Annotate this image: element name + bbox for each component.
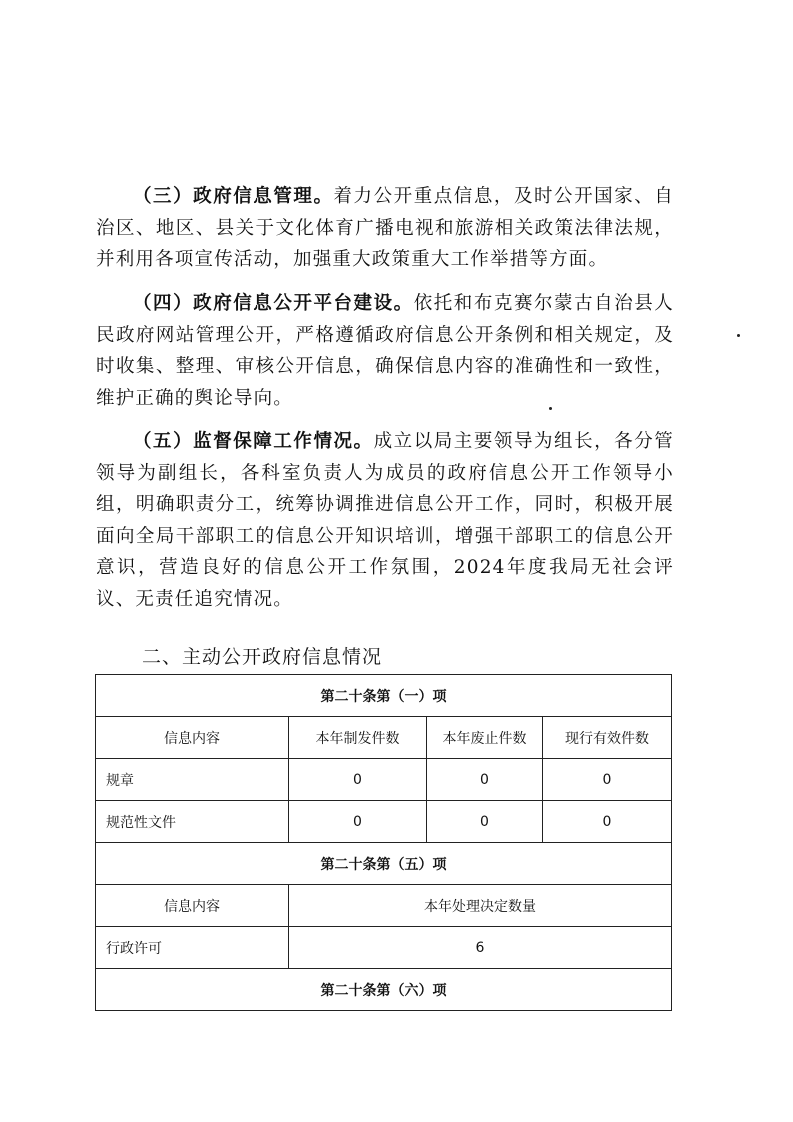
paragraph-platform-construction [96,288,674,414]
row-label: 规范性文件 [96,801,289,843]
cell-value: 0 [427,801,543,843]
cell-value: 0 [289,801,427,843]
paragraph-lead: （四）政府信息公开平台建设。 [133,293,414,314]
paragraph-supervision [96,426,674,615]
paragraph-lead: （三）政府信息管理。 [133,186,334,207]
cell-value: 6 [289,927,672,969]
column-header: 信息内容 [96,885,289,927]
column-header: 本年处理决定数量 [289,885,672,927]
table-header-row [96,885,672,927]
column-header: 现行有效件数 [543,717,672,759]
table-row [96,969,672,1011]
section-heading: 二、主动公开政府信息情况 [142,646,383,668]
table-section-title: 第二十条第（五）项 [96,843,672,885]
column-header: 本年废止件数 [427,717,543,759]
table-row [96,843,672,885]
paragraph-lead: （五）监督保障工作情况。 [133,431,374,452]
scan-speck [549,407,552,410]
table-row [96,675,672,717]
row-label: 规章 [96,759,289,801]
cell-value: 0 [543,759,672,801]
disclosure-table [95,674,672,1011]
row-label: 行政许可 [96,927,289,969]
paragraph-text: 着力公开重点信息，及时公开国家、自治区、地区、县关于文化体育广播电视和旅游相关政策法律法规，并利用各项宣传活动，加强重大政策重大工作举措等方面。 [96,186,674,270]
cell-value: 0 [543,801,672,843]
cell-value: 0 [427,759,543,801]
paragraph-text: 依托和布克赛尔蒙古自治县人民政府网站管理公开，严格遵循政府信息公开条例和相关规定，及时收集、整理、审核公开信息，确保信息内容的准确性和一致性，维护正确的舆论导向。 [96,293,674,409]
paragraph-text: 成立以局主要领导为组长，各分管领导为副组长，各科室负责人为成员的政府信息公开工作领导小组，明确职责分工，统筹协调推进信息公开工作，同时，积极开展面向全局干部职工的信息公开知识培训，增强干部职工的信息公开意识，营造良好的信息公开工作氛围，2024年度我局无社会评议、无责任追究情况。 [96,431,674,610]
table-section-title: 第二十条第（一）项 [96,675,672,717]
column-header: 信息内容 [96,717,289,759]
table-row [96,759,672,801]
cell-value: 0 [289,759,427,801]
scan-speck [737,334,740,337]
table-header-row [96,717,672,759]
table-section-title: 第二十条第（六）项 [96,969,672,1011]
table-row [96,927,672,969]
paragraph-government-info-management [96,181,674,276]
table-row [96,801,672,843]
column-header: 本年制发件数 [289,717,427,759]
